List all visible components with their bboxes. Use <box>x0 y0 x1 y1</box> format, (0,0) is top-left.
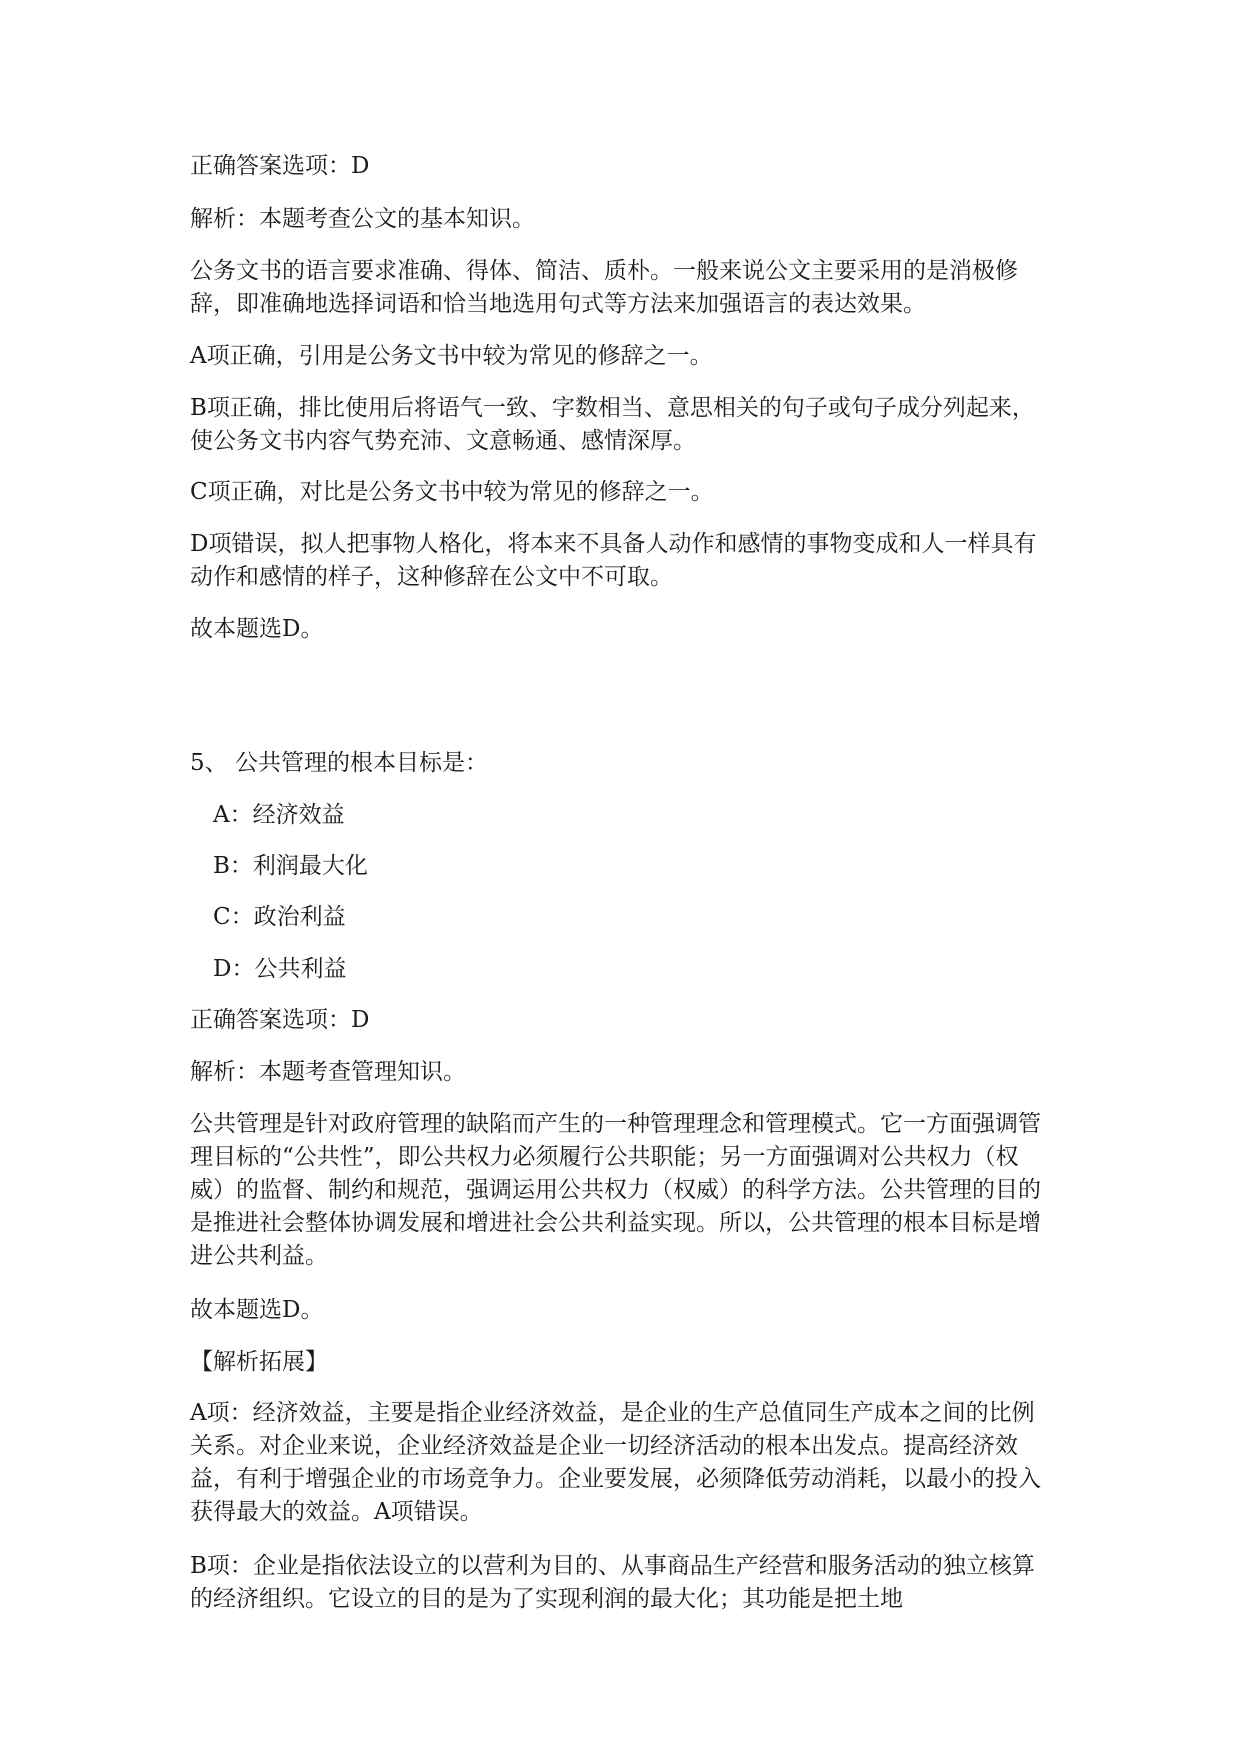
q5-extension-title: 【解析拓展】 <box>190 1349 328 1375</box>
q5-extension-b: B项：企业是指依法设立的以营利为目的、从事商品生产经营和服务活动的独立核算的经济组织。它设立的目的是为了实现利润的最大化；其功能是把土地 <box>190 1553 1035 1612</box>
q5-option-a: A：经济效益 <box>213 802 345 828</box>
q5-option-c: C：政治利益 <box>213 904 346 930</box>
q4-item-a: A项正确，引用是公务文书中较为常见的修辞之一。 <box>190 343 713 369</box>
q5-option-b: B：利润最大化 <box>213 853 368 879</box>
q5-analysis-intro: 解析：本题考查管理知识。 <box>190 1059 466 1085</box>
q5-conclusion: 故本题选D。 <box>190 1297 324 1323</box>
q5-extension-a: A项：经济效益，主要是指企业经济效益，是企业的生产总值同生产成本之间的比例关系。对企业来说，企业经济效益是企业一切经济活动的根本出发点。提高经济效益，有利于增强企业的市场竞争力。企业要发展，必须降低劳动消耗，以最小的投入获得最大的效益。A项错误。 <box>190 1400 1041 1525</box>
q5-answer: 正确答案选项：D <box>190 1007 370 1033</box>
q4-answer: 正确答案选项：D <box>190 153 370 179</box>
q5-option-d: D：公共利益 <box>213 956 347 982</box>
q4-item-d: D项错误，拟人把事物人格化，将本来不具备人动作和感情的事物变成和人一样具有动作和感情的样子，这种修辞在公文中不可取。 <box>190 531 1037 590</box>
q4-item-b: B项正确，排比使用后将语气一致、字数相当、意思相关的句子或句子成分列起来，使公务文书内容气势充沛、文意畅通、感情深厚。 <box>190 395 1035 454</box>
q4-conclusion: 故本题选D。 <box>190 616 324 642</box>
q4-paragraph: 公务文书的语言要求准确、得体、简洁、质朴。一般来说公文主要采用的是消极修辞，即准确地选择词语和恰当地选用句式等方法来加强语言的表达效果。 <box>190 258 1018 317</box>
q4-analysis-intro: 解析：本题考查公文的基本知识。 <box>190 206 535 232</box>
q4-item-c: C项正确，对比是公务文书中较为常见的修辞之一。 <box>190 479 714 505</box>
q5-question: 5、 公共管理的根本目标是： <box>190 750 488 776</box>
q5-paragraph: 公共管理是针对政府管理的缺陷而产生的一种管理理念和管理模式。它一方面强调管理目标的“公共性”，即公共权力必须履行公共职能；另一方面强调对公共权力（权威）的监督、制约和规范，强调运用公共权力（权威）的科学方法。公共管理的目的是推进社会整体协调发展和增进社会公共利益实现。所以，公共管理的根本目标是增进公共利益。 <box>190 1111 1041 1269</box>
